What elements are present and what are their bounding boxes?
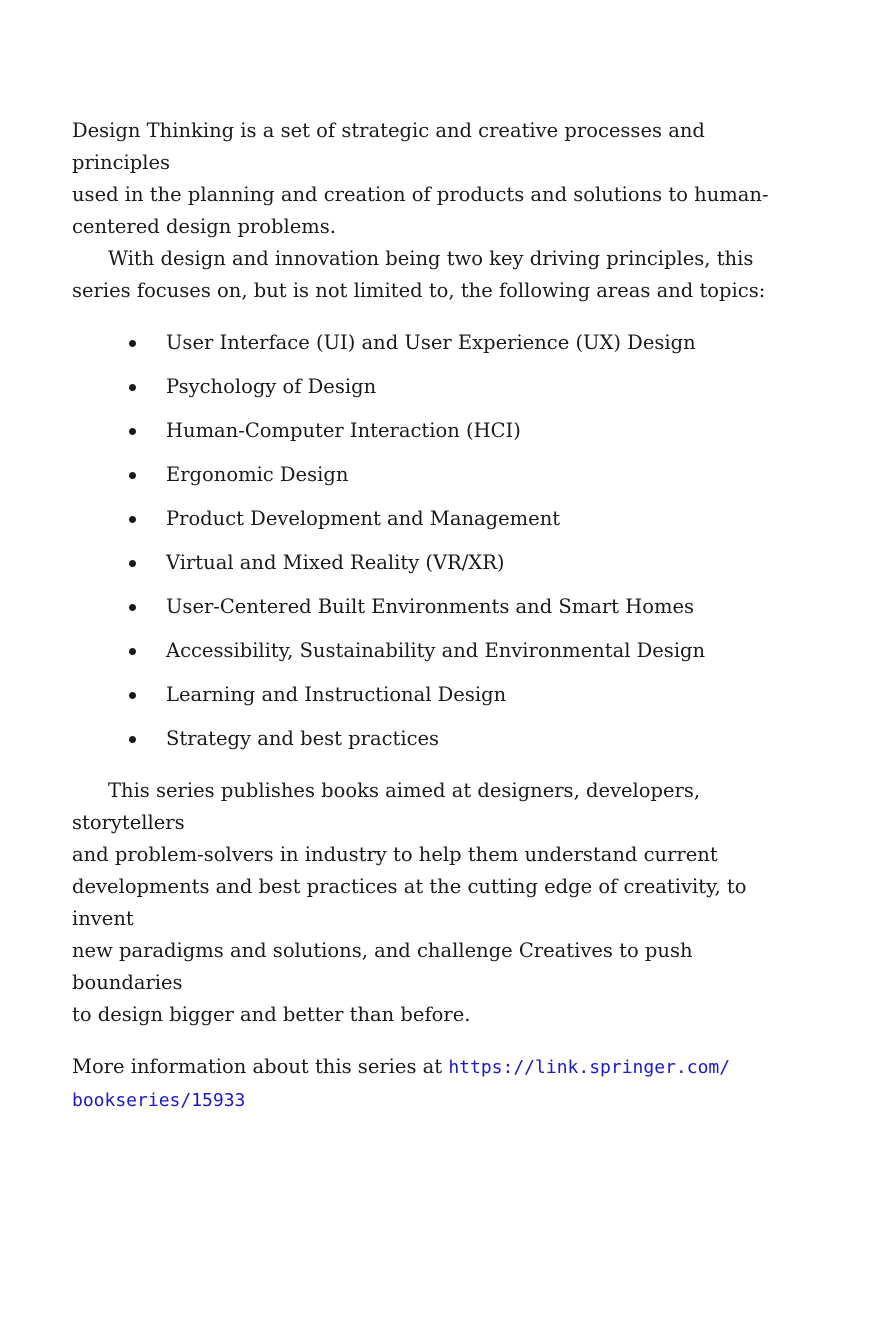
list-item [72,327,784,359]
topics-list [72,327,784,755]
series-link-line-2[interactable]: bookseries/15933 [72,1090,246,1111]
list-item [72,371,784,403]
list-item [72,679,784,711]
topic-label: User Interface (UI) and User Experience (UX) Design [166,331,696,354]
topic-label: Ergonomic Design [166,463,349,486]
list-item [72,503,784,535]
list-item [72,547,784,579]
topic-label: Virtual and Mixed Reality (VR/XR) [166,551,505,574]
more-info-text: More information about this series at [72,1055,449,1078]
series-description-paragraph [72,775,784,1031]
topics-intro-line-2: series focuses on, but is not limited to, the following areas and topics: [72,279,766,302]
bullet-icon [129,604,136,611]
document-page [72,115,784,1117]
topics-intro-paragraph [72,243,784,307]
series-line-3: developments and best practices at the cutting edge of creativity, to invent [72,875,747,930]
series-line-5: to design bigger and better than before. [72,1003,471,1026]
intro-line-2: used in the planning and creation of products and solutions to human- [72,183,769,206]
bullet-icon [129,692,136,699]
list-item [72,415,784,447]
list-item [72,635,784,667]
bullet-icon [129,736,136,743]
list-item [72,723,784,755]
topic-label: Product Development and Management [166,507,561,530]
topic-label: Strategy and best practices [166,727,440,750]
intro-paragraph [72,115,784,243]
topic-label: User-Centered Built Environments and Smart Homes [166,595,695,618]
series-line-1: This series publishes books aimed at designers, developers, storytellers [72,779,701,834]
topic-label: Learning and Instructional Design [166,683,507,706]
list-item [72,591,784,623]
intro-line-3: centered design problems. [72,215,336,238]
bullet-icon [129,560,136,567]
intro-line-1: Design Thinking is a set of strategic and creative processes and principles [72,119,705,174]
bullet-icon [129,428,136,435]
series-line-2: and problem-solvers in industry to help them understand current [72,843,718,866]
more-info-paragraph [72,1051,784,1117]
bullet-icon [129,648,136,655]
bullet-icon [129,340,136,347]
topic-label: Human-Computer Interaction (HCI) [166,419,521,442]
bullet-icon [129,516,136,523]
topic-label: Psychology of Design [166,375,377,398]
topics-intro-line-1: With design and innovation being two key driving principles, this [108,247,754,270]
paragraph-spacer [72,1031,784,1051]
series-line-4: new paradigms and solutions, and challenge Creatives to push boundaries [72,939,693,994]
bullet-icon [129,472,136,479]
bullet-icon [129,384,136,391]
topic-label: Accessibility, Sustainability and Environmental Design [166,639,706,662]
series-link-line-1[interactable]: https://link.springer.com/ [448,1057,731,1078]
list-item [72,459,784,491]
